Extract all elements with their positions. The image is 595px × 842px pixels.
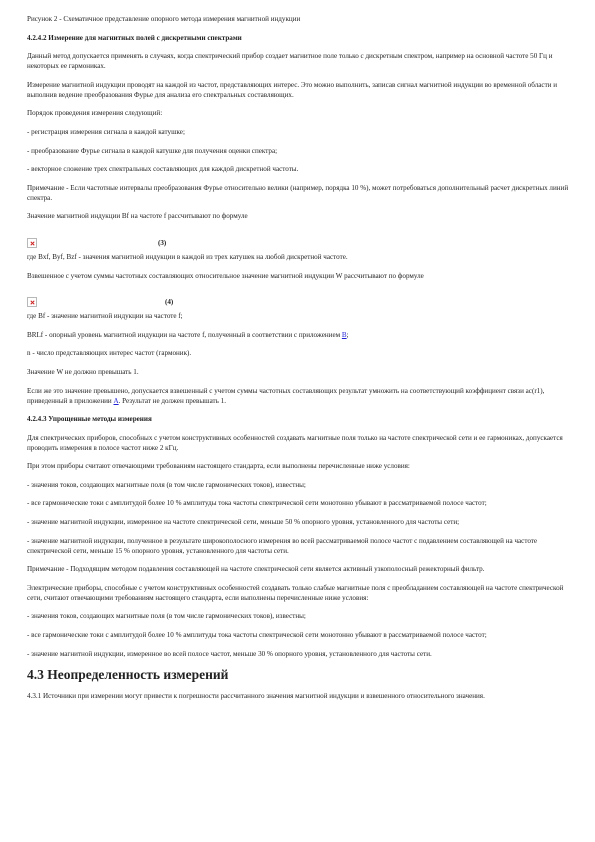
paragraph: Данный метод допускается применять в случаях, когда спектрический прибор создает магнитное поле только с дискретным спектром, например на основной частоте 50 Гц и некоторых ее гармониках. [27,52,553,71]
paragraph: n - число представляющих интерес частот (гармоник). [27,349,192,358]
paragraph: 4.3.1 Источники при измерении могут привести к погрешности рассчитанного значения магнитной индукции и взвешенного относительного значения. [27,692,485,701]
paragraph: Порядок проведения измерения следующий: [27,109,163,118]
list-item: - значение магнитной индукции, полученное в результате широкополосного измерения во всей рассматриваемой полосе частот с подавлением составляющей на частоте спектрической сети, меньше 15 % опорного уровня, установленного для частоты сети. [27,536,538,555]
list-item: - все гармонические токи с амплитудой более 10 % амплитуды тока частоты спектрической сети монотонно убывают в рассматриваемой полосе частот; [27,631,487,640]
paragraph: Значение W не должно превышать 1. [27,367,139,376]
broken-image-icon [27,238,37,248]
text: ; [346,330,349,339]
paragraph [27,386,572,406]
list-item: - все гармонические токи с амплитудой более 10 % амплитуды тока частоты спектрической сети монотонно убывают в рассматриваемой полосе частот; [27,499,487,508]
text: . Результат не должен превышать 1. [118,396,226,405]
paragraph: Электрические приборы, способные с учетом конструктивных особенностей создавать только слабые магнитные поля с преобладанием составляющей на частоте спектрической сети, считают отвечающими требованиям настоящего стандарта, если выполнены перечисленные ниже условия: [27,583,564,602]
section-heading-4243: 4.2.4.3 Упрощенные методы измерения [27,415,152,424]
note: Примечание - Подходящим методом подавления составляющей на частоте спектрической сети является активный узкополосный режекторный фильтр. [27,565,485,574]
list-item: - преобразование Фурье сигнала в каждой катушке для получения оценки спектра; [27,146,278,155]
list-item: - значение магнитной индукции, измеренное во всей полосе частот, меньше 30 % опорного уровня, установленного для частоты сети. [27,649,432,658]
broken-image-icon [27,297,37,307]
text: Если же это значение превышено, допускается взвешенный с учетом суммы частотных составляющих результат умножить на соответствующий коэффициент связи ac(r1), приведенный в приложении [27,386,545,405]
paragraph: Для спектрических приборов, способных с учетом конструктивных особенностей создавать магнитные поля только на частоте спектрической сети и ее гармониках, допускается проводить измерения в полосе частот ниже 2 кГц. [27,433,563,452]
formula-4 [27,289,572,307]
list-item: - значения токов, создающих магнитные поля (в том числе гармонических токов), известны; [27,612,306,621]
paragraph: где Bf - значение магнитной индукции на частоте f; [27,312,183,321]
formula-number: (3) [158,238,167,247]
document-page [27,14,572,710]
paragraph [27,330,572,340]
list-item: - регистрация измерения сигнала в каждой катушке; [27,127,185,136]
section-heading-43: 4.3 Неопределенность измерений [27,667,229,683]
paragraph: Измерение магнитной индукции проводят на каждой из частот, представляющих интерес. Это можно выполнить, записав сигнал магнитной индукции во временной области и выполнив ведение преобразования Фурье для анализа его спектральных составляющих. [27,80,558,99]
formula-3 [27,230,572,248]
note: Примечание - Если частотные интервалы преобразования Фурье относительно велики (например, порядка 10 %), может потребоваться дополнительный расчет дискретных линий спектра. [27,183,569,202]
paragraph: Взвешенное с учетом суммы частотных составляющих относительное значение магнитной индукции W рассчитывают по формуле [27,271,424,280]
list-item: - значения токов, создающих магнитные поля (в том числе гармонических токов), известны; [27,480,306,489]
annex-link[interactable]: А [113,396,119,405]
paragraph: При этом приборы считают отвечающими требованиям настоящего стандарта, если выполнены перечисленные ниже условия: [27,462,410,471]
paragraph: где Bxf, Byf, Bzf - значения магнитной индукции в каждой из трех катушек на любой дискретной частоте. [27,252,348,261]
annex-link[interactable]: В [341,330,347,339]
figure-caption: Рисунок 2 - Схематичное представление опорного метода измерения магнитной индукции [27,15,301,23]
list-item: - векторное сложение трех спектральных составляющих для каждой дискретной частоты. [27,165,299,174]
list-item: - значение магнитной индукции, измеренное на частоте спектрической сети, меньше 50 % опорного уровня, установленного для частоты сети; [27,518,460,527]
paragraph: Значение магнитной индукции Bf на частоте f рассчитывают по формуле [27,212,248,221]
formula-number: (4) [165,298,174,307]
section-heading-4242: 4.2.4.2 Измерение для магнитных полей с дискретными спектрами [27,33,242,42]
text: BRLf - опорный уровень магнитной индукции на частоте f, полученный в соответствии с приложением [27,330,342,339]
